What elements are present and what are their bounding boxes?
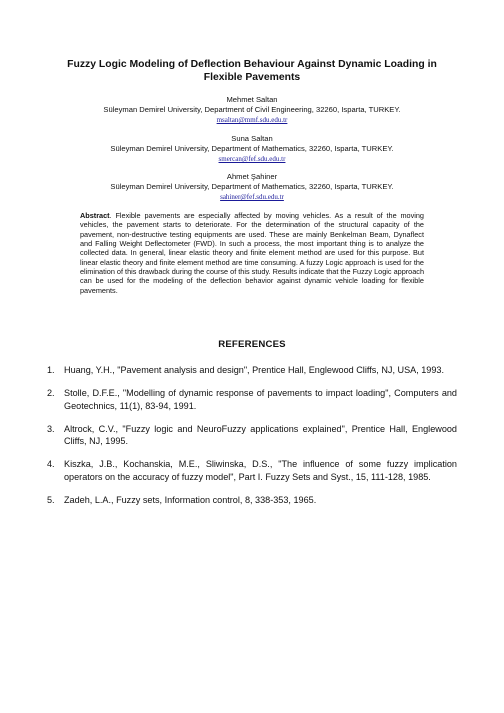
references-list [47,364,457,517]
reference-text: Zadeh, L.A., Fuzzy sets, Information control, 8, 338-353, 1965. [64,495,317,506]
reference-number: 1. [47,365,55,375]
abstract-text: . Flexible pavements are especially affected by moving vehicles. As a result of the moving vehicles, the pavement starts to deteriorate. For the determination of the structural capacity of the pavement, non-destructive testing equipments are used. These are mainly Benkelman Beam, Dynaflect and Falling Weight Deflectometer (FWD). In such a process, the most important thing is to analyze the collected data. In general, linear elastic theory and finite element method are used for this purpose. But linear elastic theory and finite element method are time consuming. A fuzzy Logic approach is used for the elimination of this drawback during the course of this study. Results indicate that the Fuzzy Logic approach can be used for the modeling of the deflection behavior against dynamic vehicle loading for flexible pavements. [80,211,424,295]
author-email-link[interactable]: sahiner@fef.sdu.edu.tr [220,193,284,201]
author-affiliation: Süleyman Demirel University, Department of Mathematics, 32260, Isparta, TURKEY. [110,182,394,191]
reference-number: 5. [47,495,55,506]
paper-title [56,58,448,84]
author-block [40,134,464,165]
reference-text: Stolle, D.F.E., "Modelling of dynamic response of pavements to impact loading", Computers and Geotechnics, 11(1), 83-94, 1991. [64,388,457,411]
references-heading: REFERENCES [218,339,286,350]
abstract-label: Abstract [80,211,110,220]
reference-item [47,494,457,506]
reference-number: 4. [47,459,55,470]
author-name: Ahmet Şahiner [226,172,278,181]
author-email-link[interactable]: smercan@fef.sdu.edu.tr [218,155,286,163]
author-name: Mehmet Saltan [226,95,278,104]
author-affiliation: Süleyman Demirel University, Department of Civil Engineering, 32260, Isparta, TURKEY. [103,105,401,114]
reference-text: Kiszka, J.B., Kochanskia, M.E., Sliwinska, D.S., "The influence of some fuzzy implication operators on the accuracy of fuzzy model", Part I. Fuzzy Sets and Syst., 15, 111-128, 1985. [64,459,457,482]
author-block [40,172,464,203]
title-line-2: Flexible Pavements [203,72,301,83]
reference-text: Altrock, C.V., "Fuzzy logic and NeuroFuzzy applications explained", Prentice Hall, Englewood Cliffs, NJ, 1995. [64,423,457,447]
author-block [40,95,464,126]
author-email-link[interactable]: msaltan@mmf.sdu.edu.tr [216,116,288,124]
reference-number: 2. [47,388,55,399]
reference-text: Huang, Y.H., "Pavement analysis and design", Prentice Hall, Englewood Cliffs, NJ, USA, 1993. [64,365,445,375]
abstract [80,211,424,295]
author-name: Suna Saltan [231,134,273,143]
reference-item [47,423,457,448]
reference-item [47,387,457,412]
reference-item [47,364,457,376]
author-affiliation: Süleyman Demirel University, Department of Mathematics, 32260, Isparta, TURKEY. [110,144,394,153]
title-line-1: Fuzzy Logic Modeling of Deflection Behaviour Against Dynamic Loading in [67,59,437,70]
reference-number: 3. [47,423,55,434]
reference-item [47,458,457,483]
